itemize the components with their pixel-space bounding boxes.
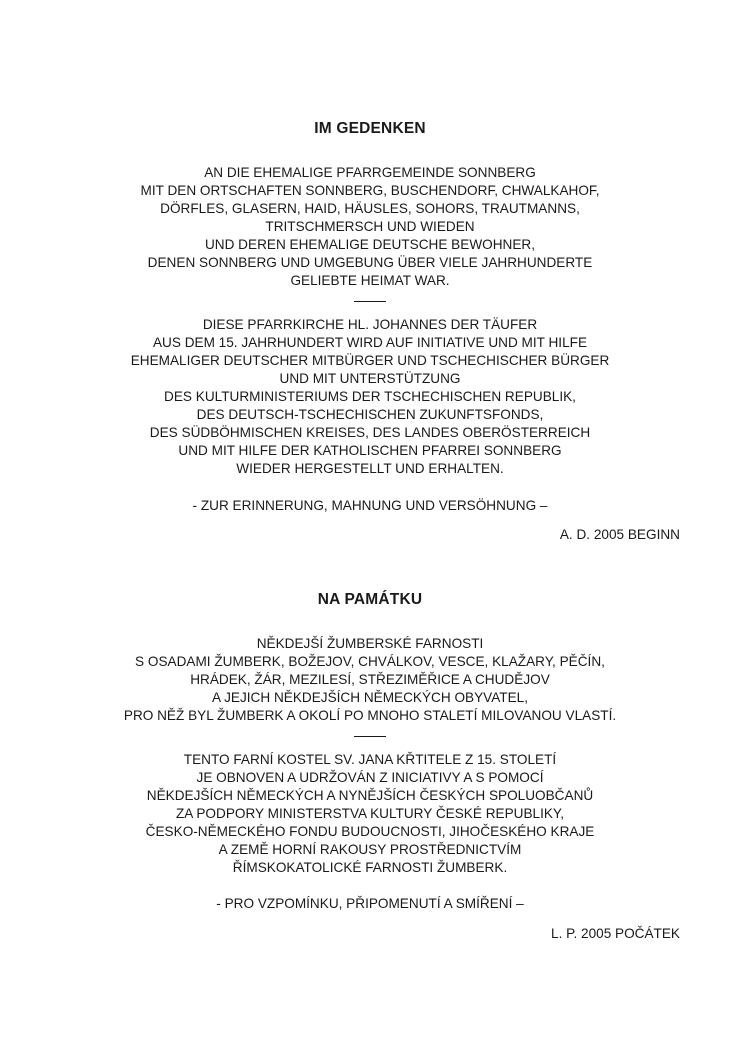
text-line: A ZEMĚ HORNÍ RAKOUSY PROSTŘEDNICTVÍM xyxy=(218,842,522,857)
text-line: DES DEUTSCH-TSCHECHISCHEN ZUKUNFTSFONDS, xyxy=(196,407,544,422)
text-line: TENTO FARNÍ KOSTEL SV. JANA KŘTITELE Z 15. STOLETÍ xyxy=(183,752,557,767)
text-line: AN DIE EHEMALIGE PFARRGEMEINDE SONNBERG xyxy=(204,165,536,180)
text-line: ZA PODPORY MINISTERSTVA KULTURY ČESKÉ REPUBLIKY, xyxy=(175,806,565,821)
text-line: WIEDER HERGESTELLT UND ERHALTEN. xyxy=(236,461,504,476)
text-line: NĚKDEJŠÍCH NĚMECKÝCH A NYNĚJŠÍCH ČESKÝCH SPOLUOBČANŮ xyxy=(146,788,594,803)
german-restoration-paragraph xyxy=(60,316,680,478)
czech-dedication-paragraph xyxy=(60,635,680,725)
text-line: UND DEREN EHEMALIGE DEUTSCHE BEWOHNER, xyxy=(204,237,536,252)
text-line: ČESKO-NĚMECKÉHO FONDU BUDOUCNOSTI, JIHOČESKÉHO KRAJE xyxy=(145,824,595,839)
czech-restoration-paragraph xyxy=(60,751,680,877)
text-line: PRO NĚŽ BYL ŽUMBERK A OKOLÍ PO MNOHO STALETÍ MILOVANOU VLASTÍ. xyxy=(123,708,617,723)
text-line: JE OBNOVEN A UDRŽOVÁN Z INICIATIVY A S POMOCÍ xyxy=(196,770,544,785)
text-line: DÖRFLES, GLASERN, HAID, HÄUSLES, SOHORS, TRAUTMANNS, xyxy=(160,201,580,216)
text-line: TRITSCHMERSCH UND WIEDEN xyxy=(265,219,475,234)
text-line: S OSADAMI ŽUMBERK, BOŽEJOV, CHVÁLKOV, VESCE, KLAŽARY, PĚČÍN, xyxy=(135,654,605,669)
section-divider xyxy=(354,736,386,737)
text-line: DES KULTURMINISTERIUMS DER TSCHECHISCHEN REPUBLIK, xyxy=(164,389,576,404)
text-line: EHEMALIGER DEUTSCHER MITBÜRGER UND TSCHECHISCHER BÜRGER xyxy=(130,353,610,368)
text-line: MIT DEN ORTSCHAFTEN SONNBERG, BUSCHENDORF, CHWALKAHOF, xyxy=(140,183,600,198)
czech-heading: NA PAMÁTKU xyxy=(317,591,423,608)
text-line: UND MIT UNTERSTÜTZUNG xyxy=(279,371,461,386)
german-signature: A. D. 2005 BEGINN xyxy=(559,527,680,542)
text-line: UND MIT HILFE DER KATHOLISCHEN PFARREI SONNBERG xyxy=(178,443,562,458)
text-line: NĚKDEJŠÍ ŽUMBERSKÉ FARNOSTI xyxy=(256,636,484,651)
german-motto: - ZUR ERINNERUNG, MAHNUNG UND VERSÖHNUNG – xyxy=(192,498,548,513)
czech-signature: L. P. 2005 POČÁTEK xyxy=(551,926,680,941)
text-line: AUS DEM 15. JAHRHUNDERT WIRD AUF INITIATIVE UND MIT HILFE xyxy=(152,335,588,350)
text-line: DES SÜDBÖHMISCHEN KREISES, DES LANDES OBERÖSTERREICH xyxy=(149,425,591,440)
czech-motto: - PRO VZPOMÍNKU, PŘIPOMENUTÍ A SMÍŘENÍ – xyxy=(216,896,524,911)
czech-inscription xyxy=(60,590,680,943)
text-line: HRÁDEK, ŽÁR, MEZILESÍ, STŘEZIMĚŘICE A CHUDĚJOV xyxy=(190,672,550,687)
text-line: DIESE PFARRKIRCHE HL. JOHANNES DER TÄUFER xyxy=(202,317,538,332)
text-line: A JEJICH NĚKDEJŠÍCH NĚMECKÝCH OBYVATEL, xyxy=(212,690,528,705)
german-inscription xyxy=(60,119,680,544)
german-heading: IM GEDENKEN xyxy=(314,120,426,137)
text-line: ŘÍMSKOKATOLICKÉ FARNOSTI ŽUMBERK. xyxy=(232,860,508,875)
german-dedication-paragraph xyxy=(60,164,680,290)
section-divider xyxy=(354,301,386,302)
text-line: DENEN SONNBERG UND UMGEBUNG ÜBER VIELE JAHRHUNDERTE xyxy=(147,255,593,270)
text-line: GELIEBTE HEIMAT WAR. xyxy=(290,273,450,288)
